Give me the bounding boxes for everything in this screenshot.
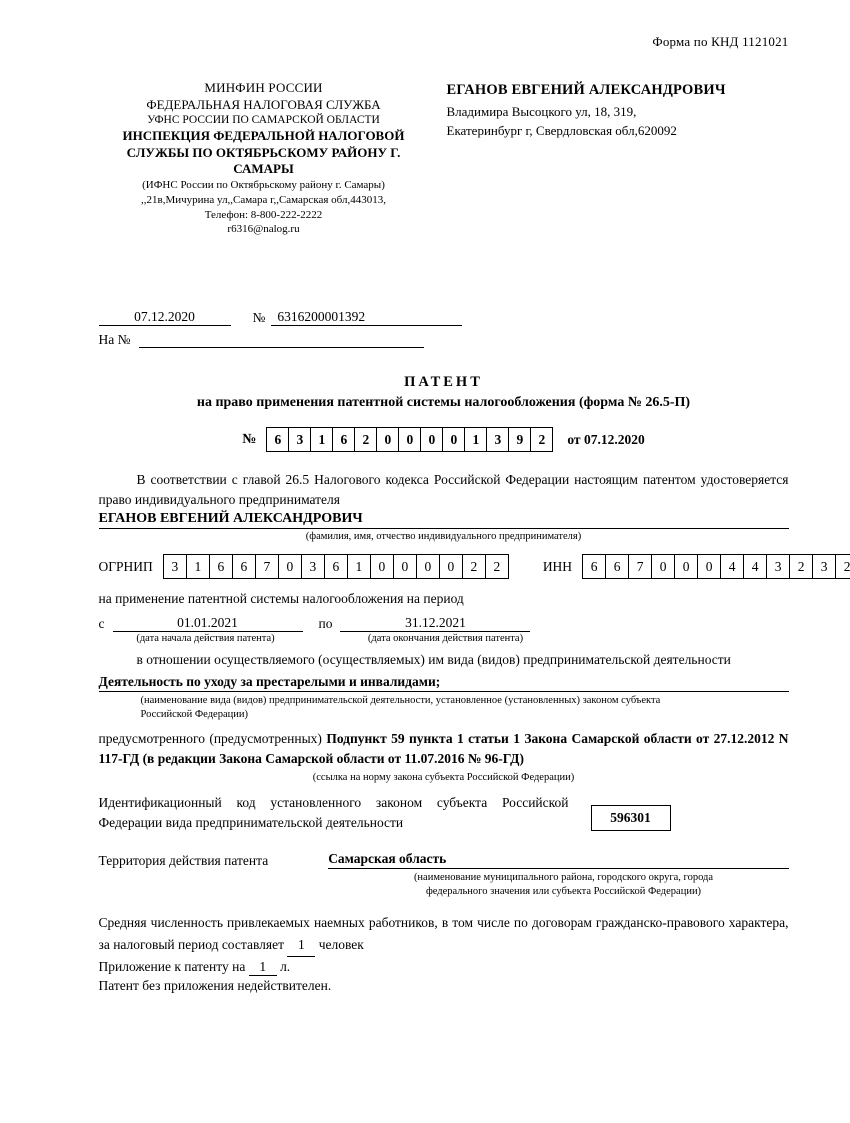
authority-email: r6316@nalog.ru bbox=[227, 223, 300, 236]
period-row bbox=[99, 615, 789, 632]
employees-unit: человек bbox=[318, 937, 364, 953]
territory-label: Территория действия патента bbox=[98, 853, 269, 869]
appendix-pages: 1 bbox=[249, 959, 277, 976]
intro-paragraph bbox=[99, 470, 789, 509]
digit-cell: 9 bbox=[509, 428, 531, 451]
activity-caption-line-2: Российской Федерации) bbox=[140, 708, 248, 720]
number-label: № bbox=[252, 310, 266, 326]
digit-cell: 2 bbox=[843, 558, 850, 574]
document-header bbox=[99, 80, 789, 237]
period-intro: на применение патентной системы налогообложения на период bbox=[98, 591, 464, 607]
digit-cell: 4 bbox=[721, 555, 744, 578]
territory-caption bbox=[99, 871, 789, 898]
activity-intro-text: в отношении осуществляемого (осуществляемых) им вида (видов) предпринимательской деятельности bbox=[136, 652, 731, 668]
digit-cell: 0 bbox=[377, 428, 399, 451]
patent-number-boxes bbox=[266, 427, 553, 452]
addressee-address-line-2: Екатеринбург г, Свердловская обл,620092 bbox=[446, 123, 677, 139]
digit-cell: 3 bbox=[289, 428, 311, 451]
reply-to-row bbox=[99, 332, 789, 348]
registration-ids-row bbox=[98, 554, 850, 579]
authority-line-4: ИНСПЕКЦИЯ ФЕДЕРАЛЬНОЙ НАЛОГОВОЙ bbox=[122, 127, 405, 143]
digit-cell: 6 bbox=[233, 555, 256, 578]
document-subtitle: на право применения патентной системы налогообложения (форма № 26.5-П) bbox=[196, 395, 691, 411]
document-number: 6316200001392 bbox=[271, 309, 462, 326]
employees-count: 1 bbox=[287, 934, 315, 957]
activity-caption bbox=[99, 694, 789, 721]
reply-value bbox=[139, 347, 424, 348]
period-from-value: 01.01.2021 bbox=[113, 615, 303, 632]
territory-caption-line-2: федерального значения или субъекта Российской Федерации) bbox=[425, 885, 702, 897]
authority-line-5: СЛУЖБЫ ПО ОКТЯБРЬСКОМУ РАЙОНУ Г. САМАРЫ bbox=[126, 144, 401, 177]
digit-cell: 4 bbox=[744, 555, 767, 578]
digit-cell: 2 bbox=[355, 428, 377, 451]
digit-cell: 0 bbox=[675, 555, 698, 578]
period-captions bbox=[99, 633, 789, 644]
digit-cell: 6 bbox=[210, 555, 233, 578]
authority-line-1: МИНФИН РОССИИ bbox=[204, 80, 323, 95]
addressee-name: ЕГАНОВ ЕВГЕНИЙ АЛЕКСАНДРОВИЧ bbox=[446, 82, 726, 98]
digit-cell: 0 bbox=[443, 428, 465, 451]
appendix-line bbox=[99, 959, 789, 976]
law-reference bbox=[99, 729, 789, 770]
appendix-text: Приложение к патенту на bbox=[98, 958, 246, 974]
digit-cell: 1 bbox=[465, 428, 487, 451]
identification-code-text: Идентификационный код установленного законом субъекта Российской Федерации вида предпринимательской деятельности bbox=[98, 794, 569, 830]
territory-value: Самарская область bbox=[328, 851, 788, 869]
employees-text: Средняя численность привлекаемых наемных работников, в том числе по договорам гражданско-правового характера, за налоговый период составляет bbox=[98, 915, 789, 953]
authority-short-name: (ИФНС России по Октябрьскому району г. Самары) bbox=[142, 178, 385, 191]
digit-cell: 6 bbox=[583, 555, 606, 578]
holder-fio: ЕГАНОВ ЕВГЕНИЙ АЛЕКСАНДРОВИЧ bbox=[99, 511, 789, 529]
digit-cell: 2 bbox=[538, 431, 546, 447]
digit-cell: 2 bbox=[790, 555, 813, 578]
addressee-block bbox=[447, 80, 777, 141]
digit-cell: 0 bbox=[417, 555, 440, 578]
digit-cell: 0 bbox=[421, 428, 443, 451]
appendix-unit: л. bbox=[280, 958, 291, 974]
activity-intro bbox=[99, 650, 789, 670]
patent-number-label: № bbox=[242, 431, 257, 447]
digit-cell: 6 bbox=[267, 428, 289, 451]
digit-cell: 1 bbox=[348, 555, 371, 578]
document-title: ПАТЕНТ bbox=[404, 374, 483, 391]
digit-cell: 7 bbox=[256, 555, 279, 578]
document-number-row bbox=[99, 309, 789, 326]
digit-cell: 3 bbox=[302, 555, 325, 578]
patent-date-value: 07.12.2020 bbox=[583, 431, 645, 447]
holder-fio-caption: (фамилия, имя, отчество индивидуального предпринимателя) bbox=[305, 531, 582, 543]
validity-note: Патент без приложения недействителен. bbox=[98, 977, 332, 993]
patent-number-row bbox=[99, 427, 789, 452]
patent-date bbox=[567, 432, 644, 448]
digit-cell: 0 bbox=[698, 555, 721, 578]
activity-caption-line-1: (наименование вида (видов) предпринимательской деятельности, установленное (установленных) законом субъекта bbox=[140, 694, 661, 706]
law-caption: (ссылка на норму закона субъекта Российской Федерации) bbox=[312, 771, 575, 783]
digit-cell: 0 bbox=[394, 555, 417, 578]
document-date: 07.12.2020 bbox=[99, 309, 231, 326]
digit-cell: 3 bbox=[487, 428, 509, 451]
digit-cell: 0 bbox=[371, 555, 394, 578]
period-to-caption: (дата окончания действия патента) bbox=[367, 633, 524, 645]
employees-paragraph bbox=[99, 912, 789, 956]
inn-boxes bbox=[582, 554, 850, 579]
digit-cell: 6 bbox=[606, 555, 629, 578]
identification-code-row bbox=[99, 793, 789, 834]
territory-row bbox=[99, 851, 789, 869]
digit-cell: 7 bbox=[629, 555, 652, 578]
digit-cell: 0 bbox=[279, 555, 302, 578]
ogrnip-label: ОГРНИП bbox=[98, 558, 153, 574]
patent-document-page bbox=[29, 0, 850, 1123]
period-from-caption: (дата начала действия патента) bbox=[136, 633, 275, 645]
activity-value: Деятельность по уходу за престарелыми и инвалидами; bbox=[99, 674, 789, 692]
digit-cell: 0 bbox=[399, 428, 421, 451]
digit-cell: 2 bbox=[463, 555, 486, 578]
law-prefix: предусмотренного (предусмотренных) bbox=[98, 731, 322, 747]
addressee-address-line-1: Владимира Высоцкого ул, 18, 319, bbox=[446, 103, 637, 119]
digit-cell: 3 bbox=[164, 555, 187, 578]
authority-line-3: УФНС РОССИИ ПО САМАРСКОЙ ОБЛАСТИ bbox=[147, 114, 380, 127]
inn-label: ИНН bbox=[542, 558, 573, 574]
reply-label: На № bbox=[98, 332, 131, 348]
digit-cell: 6 bbox=[325, 555, 348, 578]
authority-phone: Телефон: 8-800-222-2222 bbox=[204, 208, 323, 221]
digit-cell: 3 bbox=[767, 555, 790, 578]
period-from-label: с bbox=[98, 616, 105, 632]
territory-caption-line-1: (наименование муниципального района, городского округа, города bbox=[413, 872, 714, 884]
digit-cell: 1 bbox=[311, 428, 333, 451]
patent-date-prefix: от bbox=[567, 431, 581, 447]
period-to-label: по bbox=[318, 616, 333, 632]
law-value: Подпункт 59 пункта 1 статьи 1 Закона Самарской области от 27.12.2012 N 117-ГД (в редакции Закона Самарской области от 11.07.2016 № 96-ГД) bbox=[98, 731, 789, 767]
ogrnip-boxes bbox=[163, 554, 509, 579]
authority-address: ,,21в,Мичурина ул,,Самара г,,Самарская обл,443013, bbox=[141, 193, 386, 206]
authority-line-2: ФЕДЕРАЛЬНАЯ НАЛОГОВАЯ СЛУЖБА bbox=[146, 96, 381, 112]
digit-cell: 2 bbox=[493, 558, 501, 574]
digit-cell: 1 bbox=[187, 555, 210, 578]
intro-text: В соответствии с главой 26.5 Налогового кодекса Российской Федерации настоящим патентом удостоверяется право индивидуального предпринимателя bbox=[98, 472, 789, 507]
digit-cell: 0 bbox=[652, 555, 675, 578]
digit-cell: 3 bbox=[813, 555, 836, 578]
digit-cell: 6 bbox=[333, 428, 355, 451]
digit-cell: 0 bbox=[440, 555, 463, 578]
form-code: Форма по КНД 1121021 bbox=[652, 34, 789, 49]
issuing-authority-block bbox=[99, 80, 429, 237]
period-to-value: 31.12.2021 bbox=[340, 615, 530, 632]
identification-code-value: 596301 bbox=[591, 805, 671, 831]
